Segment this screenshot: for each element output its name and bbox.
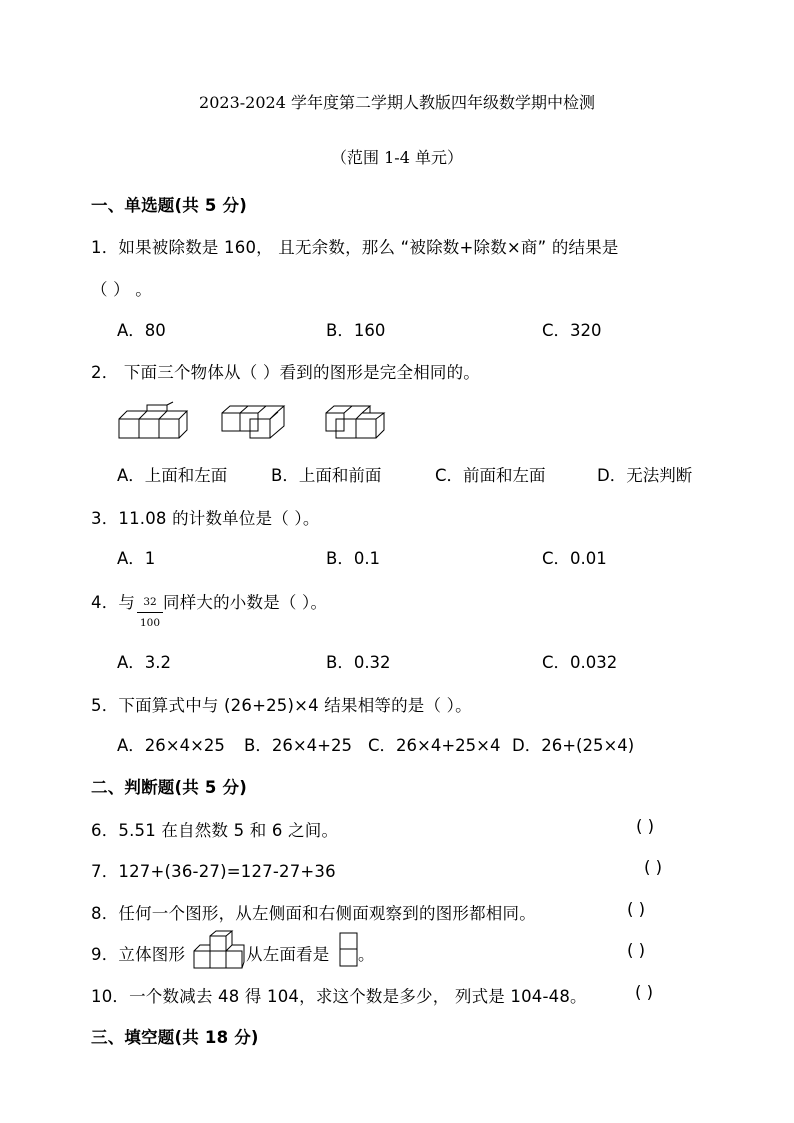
question-3-text: 3．11.08 的计数单位是（ ）。 bbox=[91, 509, 320, 528]
question-9-answer-blank[interactable]: ( ) bbox=[627, 941, 646, 960]
question-5-option-c[interactable]: C．26×4+25×4 bbox=[368, 736, 501, 755]
question-7-text: 7．127+(36-27)=127-27+36 bbox=[91, 862, 336, 881]
question-9-text-a: 9．立体图形 bbox=[91, 945, 186, 964]
question-1-answer-blank: （ ） 。 bbox=[91, 280, 152, 299]
question-4-option-b[interactable]: B．0.32 bbox=[326, 653, 391, 672]
question-1-option-c[interactable]: C．320 bbox=[542, 321, 602, 340]
fraction-denominator: 100 bbox=[139, 617, 161, 629]
cube-figure-2 bbox=[220, 404, 292, 440]
question-2-text: 2． 下面三个物体从（ ）看到的图形是完全相同的。 bbox=[91, 363, 480, 382]
question-3-option-a[interactable]: A．1 bbox=[117, 549, 156, 568]
question-5-option-b[interactable]: B．26×4+25 bbox=[244, 736, 352, 755]
question-3-option-b[interactable]: B．0.1 bbox=[326, 549, 381, 568]
question-7-answer-blank[interactable]: ( ) bbox=[644, 858, 663, 877]
question-2-option-d[interactable]: D．无法判断 bbox=[597, 466, 693, 485]
question-2-option-a[interactable]: A．上面和左面 bbox=[117, 466, 228, 485]
cube-figure-3 bbox=[324, 404, 396, 440]
question-9-text-c: 。 bbox=[358, 945, 375, 964]
question-4-option-a[interactable]: A．3.2 bbox=[117, 653, 172, 672]
question-5-text: 5．下面算式中与 (26+25)×4 结果相等的是（ ）。 bbox=[91, 696, 472, 715]
question-4-suffix: 同样大的小数是（ ）。 bbox=[163, 593, 328, 612]
fraction-bar bbox=[137, 612, 163, 613]
document-subtitle: （范围 1-4 单元） bbox=[331, 148, 463, 167]
section-heading-true-false: 二、判断题(共 5 分) bbox=[91, 778, 247, 797]
question-1-text: 1．如果被除数是 160， 且无余数，那么 “被除数+除数×商” 的结果是 bbox=[91, 238, 619, 257]
question-5-option-a[interactable]: A．26×4×25 bbox=[117, 736, 225, 755]
section-heading-single-choice: 一、单选题(共 5 分) bbox=[91, 196, 247, 215]
question-2-option-b[interactable]: B．上面和前面 bbox=[271, 466, 382, 485]
cube-figure-q9 bbox=[193, 930, 245, 970]
question-6-text: 6．5.51 在自然数 5 和 6 之间。 bbox=[91, 821, 339, 840]
question-6-answer-blank[interactable]: ( ) bbox=[636, 817, 655, 836]
fraction-numerator: 32 bbox=[143, 596, 157, 608]
left-view-figure-q9 bbox=[339, 932, 359, 968]
question-10-text: 10．一个数减去 48 得 104，求这个数是多少， 列式是 104-48。 bbox=[91, 987, 587, 1006]
question-8-text: 8．任何一个图形，从左侧面和右侧面观察到的图形都相同。 bbox=[91, 904, 536, 923]
document-title: 2023-2024 学年度第二学期人教版四年级数学期中检测 bbox=[199, 93, 595, 112]
question-5-option-d[interactable]: D．26+(25×4) bbox=[512, 736, 635, 755]
question-4-prefix: 4．与 bbox=[91, 593, 136, 612]
question-9-text-b: 从左面看是 bbox=[246, 945, 330, 964]
question-1-option-b[interactable]: B．160 bbox=[326, 321, 386, 340]
cube-figure-1 bbox=[117, 404, 189, 440]
question-8-answer-blank[interactable]: ( ) bbox=[627, 900, 646, 919]
question-3-option-c[interactable]: C．0.01 bbox=[542, 549, 607, 568]
question-4-option-c[interactable]: C．0.032 bbox=[542, 653, 618, 672]
question-2-option-c[interactable]: C．前面和左面 bbox=[435, 466, 546, 485]
question-10-answer-blank[interactable]: ( ) bbox=[635, 983, 654, 1002]
section-heading-fill-in: 三、填空题(共 18 分) bbox=[91, 1028, 259, 1047]
question-1-option-a[interactable]: A．80 bbox=[117, 321, 166, 340]
